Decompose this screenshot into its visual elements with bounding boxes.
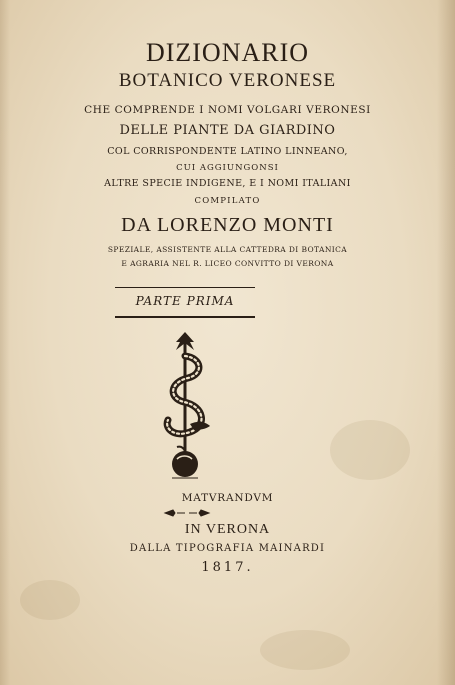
paper-edge-shadow-left (0, 0, 10, 685)
divider-bottom (115, 316, 255, 318)
book-title-line2: BOTANICO VERONESE (118, 70, 337, 91)
paper-stain (330, 420, 410, 480)
emblem-motto: MATVRANDVM (181, 492, 274, 504)
divider-top (115, 287, 255, 288)
imprint-place: IN VERONA (184, 522, 271, 537)
author-role-line2: E AGRARIA NEL R. LICEO CONVITTO DI VERONA (121, 259, 334, 268)
author-role-line1: SPEZIALE, ASSISTENTE ALLA CATTEDRA DI BOTANICA (107, 245, 348, 254)
paper-edge-shadow (437, 0, 455, 685)
paper-stain (20, 580, 80, 620)
paper-stain (260, 630, 350, 670)
ornament-divider-icon (163, 509, 211, 517)
subtitle-line3: COL CORRISPONDENTE LATINO LINNEANO, (107, 146, 348, 157)
serpent-arrow-emblem-icon (150, 328, 220, 488)
subtitle-line4: CUI AGGIUNGONSI (176, 163, 279, 173)
part-label: PARTE PRIMA (135, 294, 235, 308)
subtitle-line1: CHE COMPRENDE I NOMI VOLGARI VERONESI (84, 104, 371, 116)
subtitle-line6: COMPILATO (194, 196, 261, 206)
subtitle-line2: DELLE PIANTE DA GIARDINO (119, 123, 336, 138)
imprint-printer: DALLA TIPOGRAFIA MAINARDI (129, 543, 326, 554)
subtitle-line5: ALTRE SPECIE INDIGENE, E I NOMI ITALIANI (104, 178, 351, 189)
book-title-line1: DIZIONARIO (145, 38, 310, 67)
author-name: DA LORENZO MONTI (121, 214, 334, 236)
imprint-year: 1817. (201, 560, 254, 575)
